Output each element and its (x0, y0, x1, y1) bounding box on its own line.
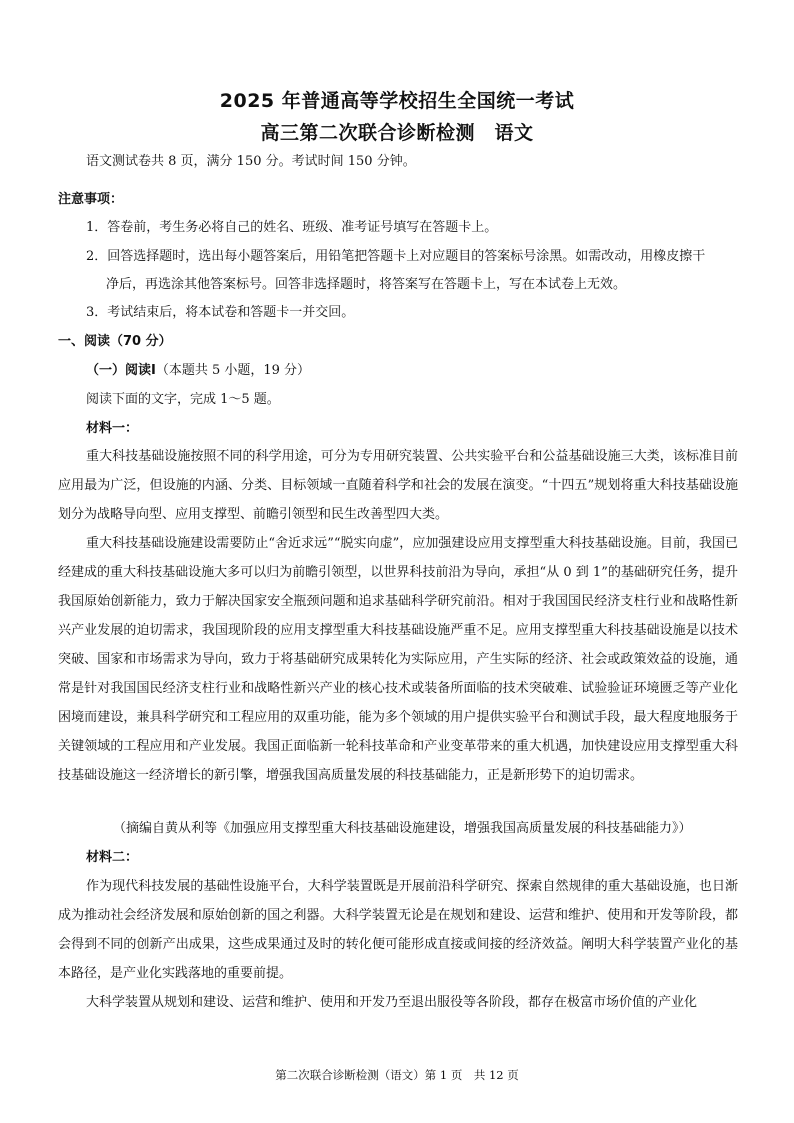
notice-item: 2．回答选择题时，选出每小题答案后，用铅笔把答题卡上对应题目的答案标号涂黑。如需改动，用橡皮擦干 (86, 249, 706, 264)
notice-item: 3．考试结束后，将本试卷和答题卡一并交回。 (86, 305, 355, 320)
subsection-heading (86, 362, 310, 380)
section-heading: 一、阅读（70 分） (58, 334, 172, 349)
subsection-label: （一）阅读Ⅰ (86, 363, 156, 378)
material-1-paragraph: 重大科技基础设施建设需要防止“舍近求远”“脱实向虚”，应加强建设应用支撑型重大科技基础设施。目前，我国已经建成的重大科技基础设施大多可以归为前瞻引领型，以世界科技前沿为导向，承担“从 0 到 1”的基础研究任务，提升我国原始创新能力，致力于解决国家安全瓶颈问题和追求基础科学研究前沿。相对于我国国民经济支柱行业和战略性新兴产业发展的迫切需求，我国现阶段的应用支撑型重大科技基础设施严重不足。应用支撑型重大科技基础设施是以技术突破、国家和市场需求为导向，致力于将基础研究成果转化为实际应用，产生实际的经济、社会或政策效益的设施，通常是针对我国国民经济支柱行业和战略性新兴产业的核心技术或装备所面临的技术突破难、试验验证环境匮乏等产业化困境而建设，兼具科学研究和工程应用的双重功能，能为多个领域的用户提供实验平台和测试手段，最大程度地服务于关键领域的工程应用和产业发展。我国正面临新一轮科技革命和产业变革带来的重大机遇，加快建设应用支撑型重大科技基础设施这一经济增长的新引擎，增强我国高质量发展的科技基础能力，正是新形势下的迫切需求。 (58, 536, 738, 783)
material-1-source: （摘编自黄从利等《加强应用支撑型重大科技基础设施建设，增强我国高质量发展的科技基础能力》） (113, 821, 692, 836)
material-2-label: 材料二： (86, 850, 139, 865)
material-2-paragraph: 大科学装置从规划和建设、运营和维护、使用和开发乃至退出服役等各阶段，都存在极富市场价值的产业化 (86, 995, 698, 1010)
material-1-paragraph: 重大科技基础设施按照不同的科学用途，可分为专用研究装置、公共实验平台和公益基础设施三大类，该标准目前应用最为广泛，但设施的内涵、分类、目标领域一直随着科学和社会的发展在演变。“十四五”规划将重大科技基础设施划分为战略导向型、应用支撑型、前瞻引领型和民生改善型四大类。 (58, 449, 738, 522)
reading-instruction: 阅读下面的文字，完成 1～5 题。 (86, 392, 280, 407)
notice-item: 1．答卷前，考生务必将自己的姓名、班级、准考证号填写在答题卡上。 (86, 220, 498, 235)
material-2-paragraph: 作为现代科技发展的基础性设施平台，大科学装置既是开展前沿科学研究、探索自然规律的重大基础设施，也日渐成为推动社会经济发展和原始创新的国之利器。大科学装置无论是在规划和建设、运营和维护、使用和开发等阶段，都会得到不同的创新产出成果，这些成果通过及时的转化便可能形成直接或间接的经济效益。阐明大科学装置产业化的基本路径，是产业化实践落地的重要前提。 (58, 879, 738, 981)
material-1-label: 材料一： (86, 421, 139, 436)
page-footer: 第二次联合诊断检测（语文）第 1 页 共 12 页 (275, 1068, 519, 1082)
subsection-desc: （本题共 5 小题，19 分） (155, 363, 311, 378)
exam-title: 2025 年普通高等学校招生全国统一考试 (219, 90, 575, 112)
notice-item-continued: 净后，再选涂其他答案标号。回答非选择题时，将答案写在答题卡上，写在本试卷上无效。 (106, 277, 627, 292)
notice-heading: 注意事项： (58, 192, 124, 207)
exam-subtitle: 高三第二次联合诊断检测 语文 (260, 122, 534, 144)
exam-intro: 语文测试卷共 8 页，满分 150 分。考试时间 150 分钟。 (86, 154, 416, 169)
